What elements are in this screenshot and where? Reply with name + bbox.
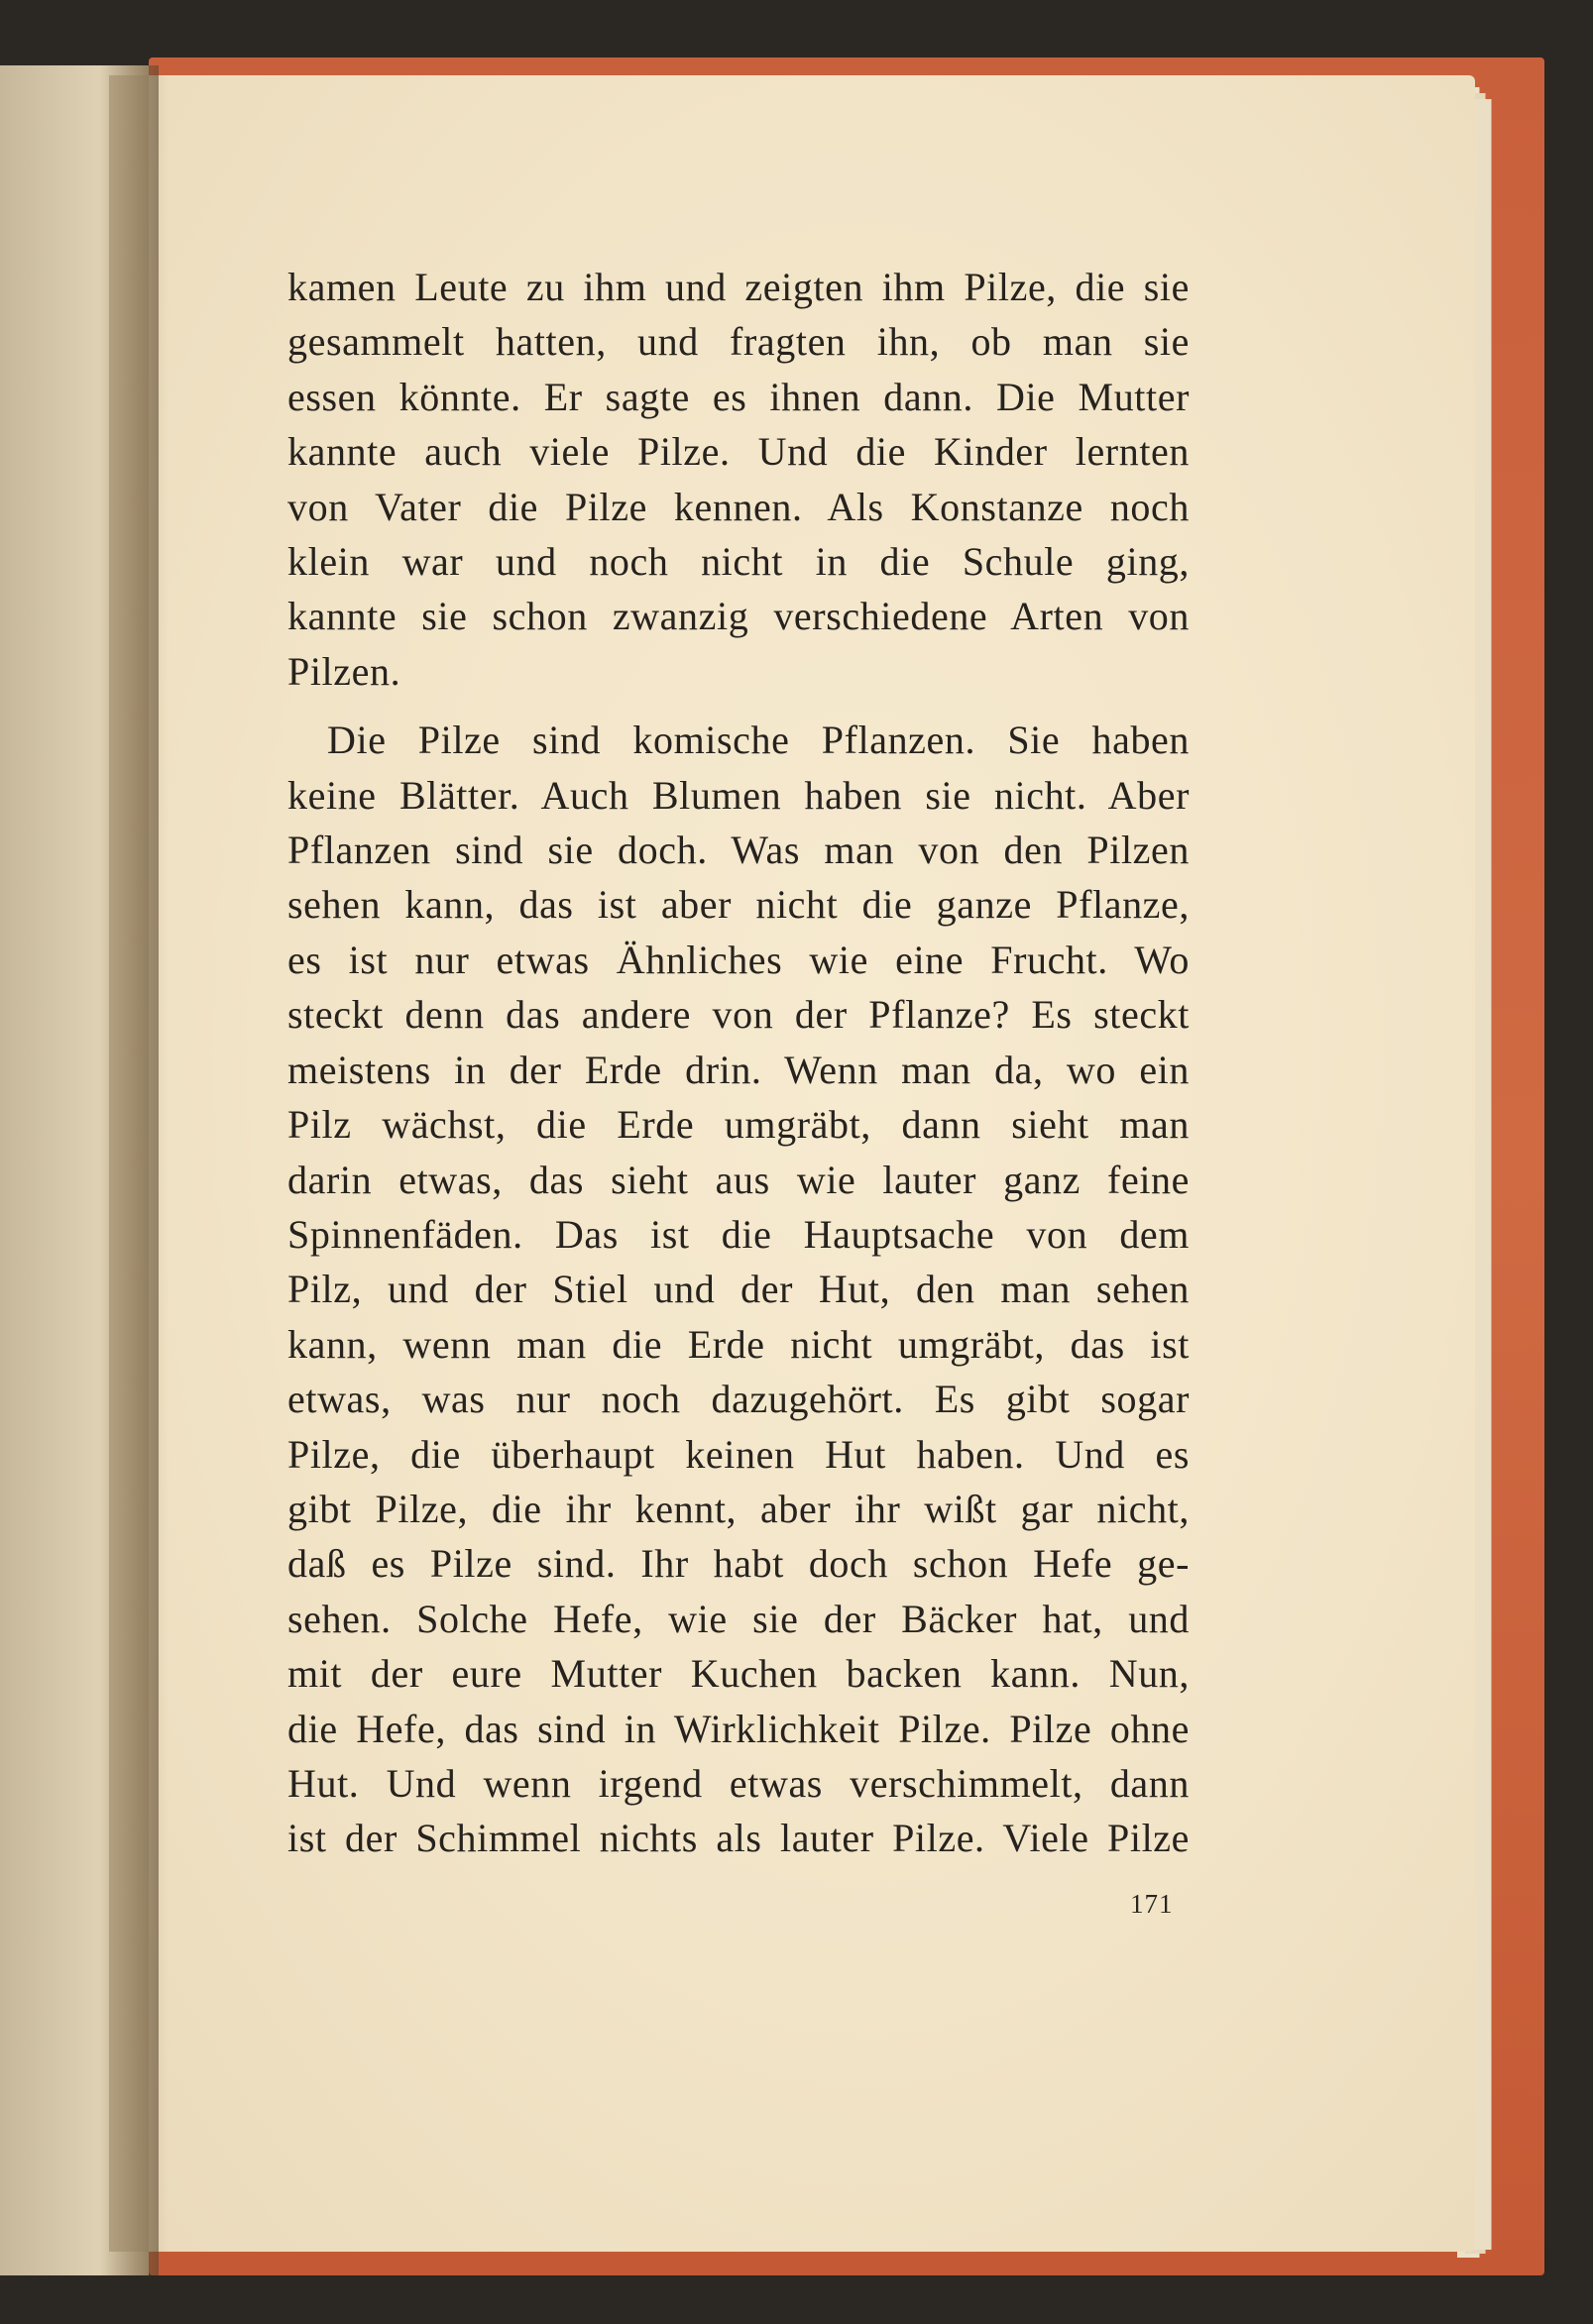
text-line: klein war und noch nicht in die Schule ging,: [287, 539, 1190, 585]
text-line: von Vater die Pilze kennen. Als Konstanze noch: [287, 484, 1190, 529]
text-line: daß es Pilze sind. Ihr habt doch schon Hefe ge-: [287, 1541, 1190, 1587]
text-line: Pilze, die überhaupt keinen Hut haben. Und es: [287, 1431, 1190, 1477]
text-line: Pflanzen sind sie doch. Was man von den Pilzen: [287, 828, 1190, 873]
text-line: meistens in der Erde drin. Wenn man da, wo ein: [287, 1047, 1190, 1092]
text-line: darin etwas, das sieht aus wie lauter ganz feine: [287, 1157, 1190, 1202]
gutter-shadow: [109, 75, 169, 2252]
paragraph: [287, 260, 1190, 699]
page-edge: [1473, 99, 1492, 2250]
text-line: Die Pilze sind komische Pflanzen. Sie haben: [327, 718, 1190, 763]
text-line: essen könnte. Er sagte es ihnen dann. Die Mutter: [287, 374, 1190, 419]
text-line: Hut. Und wenn irgend etwas verschimmelt, dann: [287, 1760, 1190, 1806]
text-line: ist der Schimmel nichts als lauter Pilze. Viele Pilze: [287, 1816, 1190, 1861]
text-line: kann, wenn man die Erde nicht umgräbt, das ist: [287, 1321, 1190, 1367]
paragraph-gap: [287, 699, 1190, 713]
text-line: kamen Leute zu ihm und zeigten ihm Pilze, die sie: [287, 265, 1190, 309]
text-line: sehen. Solche Hefe, wie sie der Bäcker hat, und: [287, 1596, 1190, 1641]
text-line: gesammelt hatten, und fragten ihn, ob man sie: [287, 319, 1190, 365]
text-line: mit der eure Mutter Kuchen backen kann. Nun,: [287, 1651, 1190, 1697]
text-line: keine Blätter. Auch Blumen haben sie nicht. Aber: [287, 772, 1190, 818]
text-line: Pilzen.: [287, 648, 401, 694]
text-line: kannte sie schon zwanzig verschiedene Arten von: [287, 594, 1190, 639]
text-line: die Hefe, das sind in Wirklichkeit Pilze. Pilze ohne: [287, 1706, 1190, 1751]
paragraph: [287, 713, 1190, 1866]
text-line: steckt denn das andere von der Pflanze? Es steckt: [287, 992, 1190, 1038]
text-line: es ist nur etwas Ähnliches wie eine Frucht. Wo: [287, 937, 1190, 982]
text-line: sehen kann, das ist aber nicht die ganze Pflanze,: [287, 882, 1190, 928]
body-text: [287, 260, 1190, 1866]
text-line: Pilz, und der Stiel und der Hut, den man sehen: [287, 1267, 1190, 1312]
page-number: 171: [1130, 1889, 1174, 1919]
text-line: Pilz wächst, die Erde umgräbt, dann sieht man: [287, 1102, 1190, 1148]
text-line: kannte auch viele Pilze. Und die Kinder lernten: [287, 429, 1190, 475]
text-line: gibt Pilze, die ihr kennt, aber ihr wißt gar nicht,: [287, 1486, 1190, 1531]
text-line: Spinnenfäden. Das ist die Hauptsache von dem: [287, 1211, 1190, 1257]
text-line: etwas, was nur noch dazugehört. Es gibt sogar: [287, 1377, 1190, 1422]
